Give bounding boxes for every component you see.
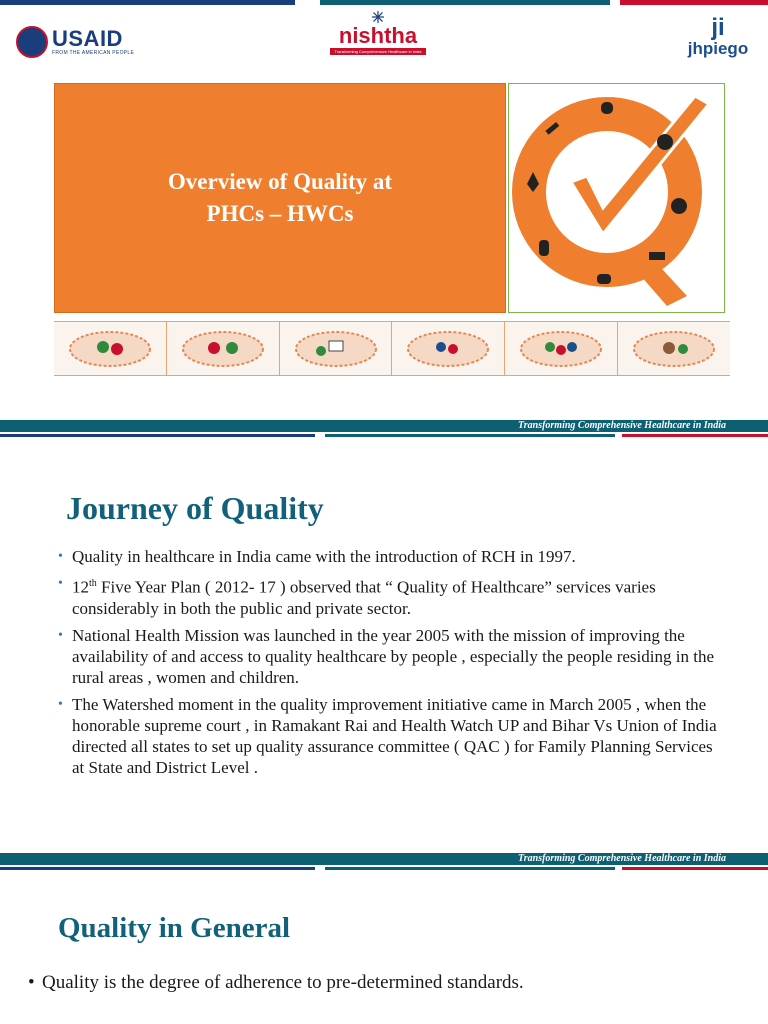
top-accent-bar-teal <box>320 0 610 5</box>
stethoscope-icon <box>671 198 687 214</box>
sparkle-icon <box>368 10 388 24</box>
footer-stripe-teal-2 <box>325 867 615 870</box>
footer-stripe-navy-1 <box>0 434 315 437</box>
title-panel <box>54 83 506 313</box>
thumbnail-5 <box>505 322 618 375</box>
usaid-seal-icon <box>16 26 48 58</box>
health-education-icon <box>291 329 381 369</box>
bullet-item: • Quality is the degree of adherence to pre-determined standards. <box>28 972 524 994</box>
slide-title-line-1: Overview of Quality at <box>167 169 393 194</box>
thumbnail-4 <box>392 322 505 375</box>
footer-tagline-2: Transforming Comprehensive Healthcare in India <box>518 853 726 864</box>
footer-stripe-red-1 <box>622 434 768 437</box>
jhpiego-logo <box>680 16 756 58</box>
footer-stripe-red-2 <box>622 867 768 870</box>
community-meeting-icon <box>403 329 493 369</box>
thumbnail-3 <box>280 322 393 375</box>
slide-heading: Journey of Quality <box>66 490 324 526</box>
elder-care-icon <box>629 329 719 369</box>
thumbnail-2 <box>167 322 280 375</box>
usaid-logo <box>16 26 134 58</box>
jhpiego-wordmark: jhpiego <box>687 39 749 58</box>
quality-q-icon <box>509 84 724 312</box>
top-accent-bar-navy <box>0 0 295 5</box>
money-bag-icon <box>601 102 613 114</box>
bullet-text: Five Year Plan ( 2012- 17 ) observed that “ Quality of Healthcare” services varies considerably in both the public and private sector. <box>72 577 656 618</box>
bullet-item: • The Watershed moment in the quality improvement initiative came in March 2005 , when the honorable supreme court , in Ramakant Rai and Health Watch UP and Bihar Vs Union of India directed all states to set up quality assurance committee ( QAC ) for Family Planning Services at State and District Level . <box>58 694 718 778</box>
slide-heading-quality-general: Quality in General <box>58 912 290 944</box>
nishtha-tagline: Transforming Comprehensive Healthcare in India <box>330 48 426 55</box>
hospital-bed-icon <box>649 252 665 260</box>
mother-child-icon <box>657 134 673 150</box>
footer-stripe-navy-2 <box>0 867 315 870</box>
pills-icon <box>597 274 611 284</box>
footer-tagline-1: Transforming Comprehensive Healthcare in India <box>518 420 726 431</box>
person-icon <box>539 240 549 256</box>
bullet-item <box>58 573 718 619</box>
quality-q-graphic <box>508 83 725 313</box>
slide-title <box>168 166 392 230</box>
nishtha-wordmark: nishtha <box>338 23 418 48</box>
thumbnail-6 <box>618 322 730 375</box>
group-session-icon <box>516 329 606 369</box>
family-care-icon <box>178 329 268 369</box>
mother-counselling-icon <box>65 329 155 369</box>
bullet-item: • Quality in healthcare in India came with the introduction of RCH in 1997. <box>58 546 718 567</box>
thumbnail-1 <box>54 322 167 375</box>
footer-stripe-teal-1 <box>325 434 615 437</box>
usaid-wordmark: USAID <box>52 26 123 51</box>
bullet-ordinal: 12 <box>72 577 89 597</box>
nishtha-logo <box>330 10 426 55</box>
bullet-list <box>58 546 718 784</box>
top-accent-bar-red <box>620 0 768 5</box>
jhpiego-mark: ji <box>711 14 725 41</box>
slide-title-line-2: PHCs – HWCs <box>206 201 354 226</box>
usaid-tagline: FROM THE AMERICAN PEOPLE <box>52 50 135 56</box>
bullet-item: • National Health Mission was launched in the year 2005 with the mission of improving the availability of and access to quality healthcare by people , especially the people residing in the rural areas , women and children. <box>58 625 718 688</box>
thumbnail-strip <box>54 321 730 376</box>
bullet-superscript: th <box>89 578 97 589</box>
